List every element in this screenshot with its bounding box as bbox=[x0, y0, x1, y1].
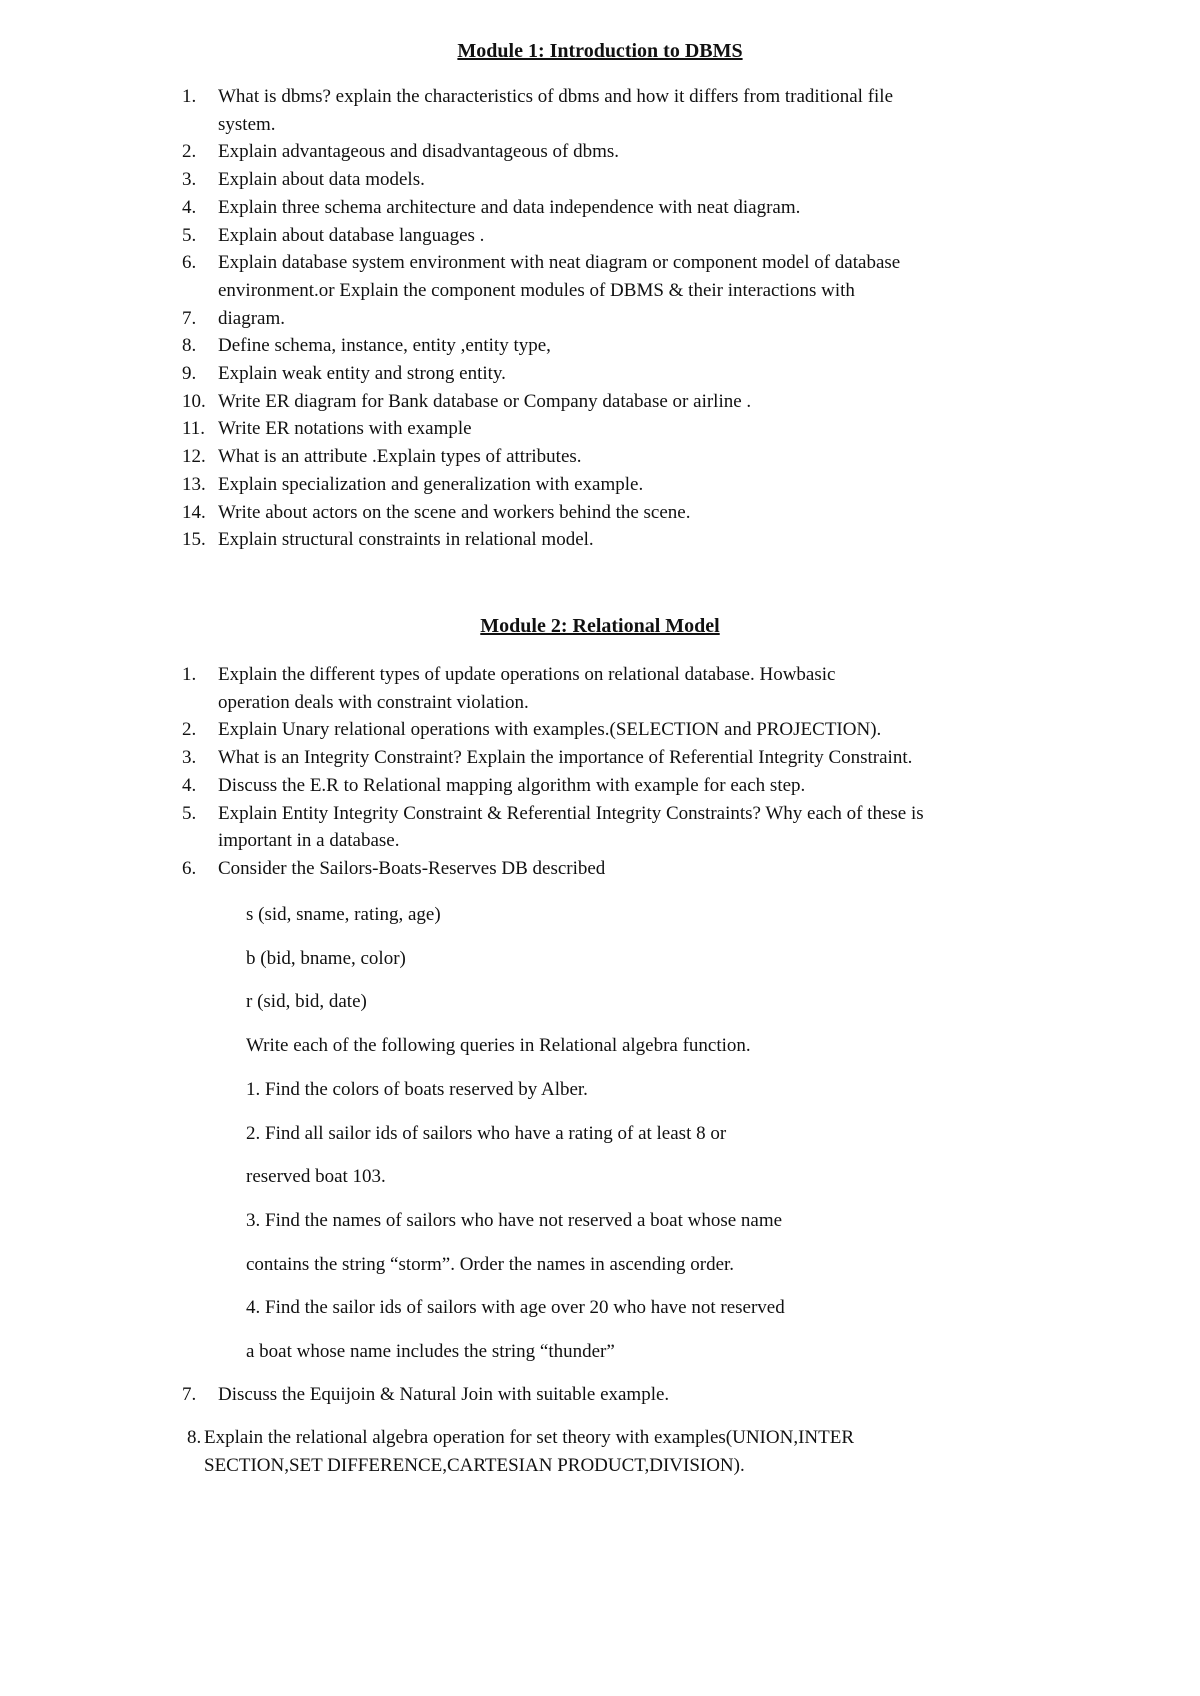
question-number: 1. bbox=[182, 86, 197, 107]
question-number: 5. bbox=[182, 802, 197, 824]
question-number: 4. bbox=[182, 774, 197, 796]
question-number: 1. bbox=[182, 664, 197, 685]
module-2-title: Module 2: Relational Model bbox=[480, 615, 720, 637]
question-text-line: What is an Integrity Constraint? Explain the importance of Referential Integrity Constraint. bbox=[218, 747, 913, 769]
question-text-line: Explain Entity Integrity Constraint & Referential Integrity Constraints? Why each of these is bbox=[218, 802, 924, 824]
question-text-line: Explain about database languages . bbox=[218, 224, 485, 246]
schema-or-query-line: 4. Find the sailor ids of sailors with age over 20 who have not reserved bbox=[246, 1297, 785, 1319]
question-7-text: Discuss the Equijoin & Natural Join with suitable example. bbox=[218, 1384, 670, 1405]
question-text-line: What is an attribute .Explain types of attributes. bbox=[218, 446, 582, 468]
question-number: 6. bbox=[182, 857, 197, 879]
question-number: 4. bbox=[182, 196, 197, 218]
question-8-line-2: SECTION,SET DIFFERENCE,CARTESIAN PRODUCT,DIVISION). bbox=[204, 1455, 745, 1476]
question-number: 12. bbox=[182, 446, 206, 468]
question-text-line: Consider the Sailors-Boats-Reserves DB described bbox=[218, 857, 606, 879]
schema-or-query-line: Write each of the following queries in Relational algebra function. bbox=[246, 1035, 751, 1057]
question-text-line: Explain database system environment with neat diagram or component model of database bbox=[218, 252, 901, 274]
schema-or-query-line: b (bid, bname, color) bbox=[246, 947, 406, 969]
question-number: 7. bbox=[182, 307, 197, 329]
question-number: 13. bbox=[182, 473, 206, 495]
question-text-line: system. bbox=[218, 113, 276, 135]
question-text-line: Explain Unary relational operations with examples.(SELECTION and PROJECTION). bbox=[218, 719, 882, 741]
question-text-line: Write about actors on the scene and workers behind the scene. bbox=[218, 501, 691, 523]
question-text-line: Explain structural constraints in relational model. bbox=[218, 529, 594, 551]
question-8-number: 8. bbox=[187, 1427, 202, 1448]
question-number: 6. bbox=[182, 252, 197, 274]
question-number: 10. bbox=[182, 390, 206, 412]
question-text-line: operation deals with constraint violation. bbox=[218, 691, 529, 713]
schema-or-query-line: 1. Find the colors of boats reserved by Alber. bbox=[246, 1078, 588, 1100]
question-number: 5. bbox=[182, 224, 197, 246]
question-number: 3. bbox=[182, 747, 197, 769]
question-number: 11. bbox=[182, 418, 206, 440]
question-text-line: What is dbms? explain the characteristics of dbms and how it differs from traditional file bbox=[218, 86, 894, 107]
question-text-line: Explain about data models. bbox=[218, 169, 425, 191]
question-number: 14. bbox=[182, 501, 206, 523]
question-text-line: Explain the different types of update operations on relational database. Howbasic bbox=[218, 664, 836, 685]
schema-or-query-line: r (sid, bid, date) bbox=[246, 991, 367, 1013]
question-number: 2. bbox=[182, 141, 197, 163]
schema-or-query-line: contains the string “storm”. Order the names in ascending order. bbox=[246, 1253, 735, 1275]
schema-or-query-line: s (sid, sname, rating, age) bbox=[246, 904, 441, 925]
question-text-line: environment.or Explain the component modules of DBMS & their interactions with bbox=[218, 279, 855, 301]
question-text-line: Explain three schema architecture and data independence with neat diagram. bbox=[218, 196, 801, 218]
question-number: 15. bbox=[182, 529, 206, 551]
question-number: 9. bbox=[182, 363, 197, 384]
question-number: 8. bbox=[182, 335, 197, 357]
question-text-line: Explain specialization and generalization with example. bbox=[218, 473, 644, 495]
question-number: 2. bbox=[182, 719, 197, 741]
question-7-number: 7. bbox=[182, 1384, 197, 1405]
question-number: 3. bbox=[182, 169, 197, 191]
schema-or-query-line: 3. Find the names of sailors who have not reserved a boat whose name bbox=[246, 1209, 783, 1231]
question-text-line: Explain advantageous and disadvantageous of dbms. bbox=[218, 141, 620, 163]
question-text-line: Write ER notations with example bbox=[218, 418, 472, 440]
question-text-line: Discuss the E.R to Relational mapping algorithm with example for each step. bbox=[218, 774, 806, 796]
schema-or-query-line: reserved boat 103. bbox=[246, 1166, 386, 1188]
question-text-line: Define schema, instance, entity ,entity type, bbox=[218, 335, 551, 357]
question-text-line: diagram. bbox=[218, 307, 286, 329]
question-text-line: Write ER diagram for Bank database or Company database or airline . bbox=[218, 390, 752, 412]
schema-or-query-line: a boat whose name includes the string “thunder” bbox=[246, 1341, 615, 1362]
question-text-line: important in a database. bbox=[218, 830, 400, 852]
module-1-title: Module 1: Introduction to DBMS bbox=[457, 40, 743, 62]
question-8-line-1: Explain the relational algebra operation for set theory with examples(UNION,INTER bbox=[204, 1427, 855, 1448]
question-text-line: Explain weak entity and strong entity. bbox=[218, 363, 506, 384]
schema-or-query-line: 2. Find all sailor ids of sailors who have a rating of at least 8 or bbox=[246, 1122, 727, 1144]
